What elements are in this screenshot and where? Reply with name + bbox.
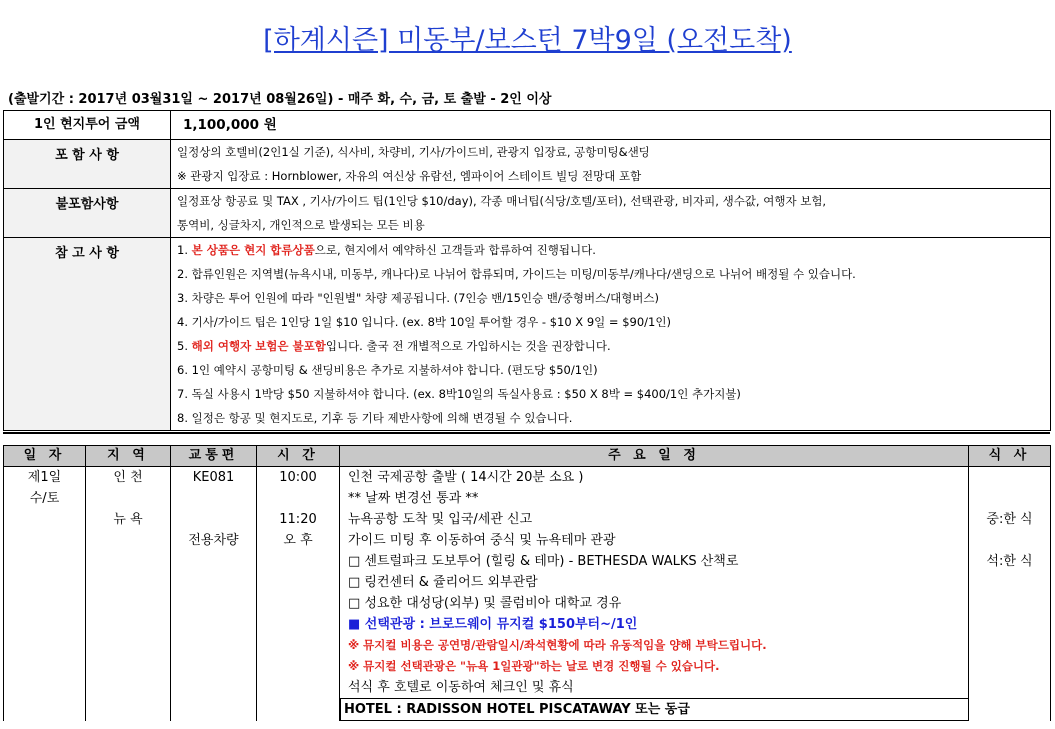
itinerary-item: □ 링컨센터 & 쥴리어드 외부관람 bbox=[348, 575, 538, 590]
header-time: 시 간 bbox=[257, 446, 340, 467]
included-label: 포 함 사 항 bbox=[4, 140, 171, 189]
notes-label: 참 고 사 항 bbox=[4, 238, 171, 431]
note-5: 5. 해외 여행자 보험은 불포함입니다. 출국 전 개별적으로 가입하시는 것을 권장합니다. bbox=[177, 339, 611, 353]
excluded-line: 통역비, 싱글차지, 개인적으로 발생되는 모든 비용 bbox=[177, 218, 425, 232]
schedule-table bbox=[3, 445, 1051, 721]
day-1-row bbox=[4, 467, 1051, 722]
meal-dinner: 석:한 식 bbox=[986, 554, 1033, 569]
itinerary-item: 석식 후 호텔로 이동하여 체크인 및 휴식 bbox=[348, 680, 574, 695]
tour-info-table bbox=[3, 110, 1051, 431]
note-1: 1. 본 상품은 현지 합류상품으로, 현지에서 예약하신 고객들과 합류하여 진행됩니다. bbox=[177, 243, 596, 257]
header-meal: 식 사 bbox=[969, 446, 1051, 467]
transport-cell: KE081 전용차량 bbox=[171, 467, 257, 722]
page-title: [하계시즌] 미동부/보스턴 7박9일 (오전도착) bbox=[263, 25, 792, 56]
meal-cell bbox=[969, 467, 1051, 722]
time-cell: 10:00 11:20 오 후 bbox=[257, 467, 340, 722]
note-6: 6. 1인 예약시 공항미팅 & 샌딩비용은 추가로 지불하셔야 합니다. (편도당 $50/1인) bbox=[177, 363, 598, 377]
itinerary-item: □ 성요한 대성당(외부) 및 콜럼비아 대학교 경유 bbox=[348, 596, 622, 611]
price-value: 1,100,000 원 bbox=[171, 111, 1051, 140]
itinerary-notice: ※ 뮤지컬 선택관광은 "뉴욕 1일관광"하는 날로 변경 진행될 수 있습니다. bbox=[348, 659, 720, 673]
included-content bbox=[171, 140, 1051, 189]
schedule-header-row bbox=[4, 446, 1051, 467]
meal-lunch: 중:한 식 bbox=[986, 512, 1033, 527]
itinerary-item: □ 센트럴파크 도보투어 (힐링 & 테마) - BETHESDA WALKS 산책로 bbox=[348, 554, 739, 569]
excluded-line: 일정표상 항공료 및 TAX , 기사/가이드 팁(1인당 $10/day), 각종 매너팁(식당/호텔/포터), 선택관광, 비자피, 생수값, 여행자 보험, bbox=[177, 194, 827, 208]
itinerary-item: 뉴욕공항 도착 및 입국/세관 신고 bbox=[348, 512, 533, 527]
note-8: 8. 일정은 항공 및 현지도로, 기후 등 기타 제반사항에 의해 변경될 수 있습니다. bbox=[177, 411, 573, 425]
note-7: 7. 독실 사용시 1박당 $50 지불하셔야 합니다. (ex. 8박10일의 독실사용료 : $50 X 8박 = $400/1인 추가지불) bbox=[177, 387, 741, 401]
itinerary-item: ** 날짜 변경선 통과 ** bbox=[348, 491, 479, 506]
optional-tour-item: ■ 선택관광 : 브로드웨이 뮤지컬 $150부터~/1인 bbox=[348, 617, 638, 632]
itinerary-cell bbox=[340, 467, 969, 722]
excluded-content bbox=[171, 189, 1051, 238]
notes-row bbox=[4, 238, 1051, 431]
notes-content bbox=[171, 238, 1051, 431]
included-row bbox=[4, 140, 1051, 189]
header-transport: 교통편 bbox=[171, 446, 257, 467]
itinerary-item: 인천 국제공항 출발 ( 14시간 20분 소요 ) bbox=[348, 470, 584, 485]
itinerary-item: 가이드 미팅 후 이동하여 중식 및 뉴욕테마 관광 bbox=[348, 533, 616, 548]
price-row bbox=[4, 111, 1051, 140]
region-cell: 인 천 뉴 욕 bbox=[86, 467, 171, 722]
header-day: 일 자 bbox=[4, 446, 86, 467]
section-divider bbox=[3, 432, 1050, 434]
day-cell: 제1일 수/토 bbox=[4, 467, 86, 722]
note-2: 2. 합류인원은 지역별(뉴욕시내, 미동부, 캐나다)로 나뉘어 합류되며, 가이드는 미팅/미동부/캐나다/샌딩으로 나뉘어 배정될 수 있습니다. bbox=[177, 267, 856, 281]
excluded-row bbox=[4, 189, 1051, 238]
excluded-label: 불포함사항 bbox=[4, 189, 171, 238]
price-label: 1인 현지투어 금액 bbox=[4, 111, 171, 140]
note-3: 3. 차량은 투어 인원에 따라 "인원별" 차량 제공됩니다. (7인승 밴/15인승 밴/중형버스/대형버스) bbox=[177, 291, 660, 305]
header-itinerary: 주 요 일 정 bbox=[340, 446, 969, 467]
header-region: 지 역 bbox=[86, 446, 171, 467]
hotel-info: HOTEL : RADISSON HOTEL PISCATAWAY 또는 동급 bbox=[340, 698, 969, 721]
included-line: 일정상의 호텔비(2인1실 기준), 식사비, 차량비, 기사/가이드비, 관광지 입장료, 공항미팅&샌딩 bbox=[177, 145, 650, 159]
note-4: 4. 기사/가이드 팁은 1인당 1일 $10 입니다. (ex. 8박 10일 투어할 경우 - $10 X 9일 = $90/1인) bbox=[177, 315, 671, 329]
departure-period: (출발기간 : 2017년 03월31일 ~ 2017년 08월26일) - 매주 화, 수, 금, 토 출발 - 2인 이상 bbox=[8, 92, 552, 107]
included-line: ※ 관광지 입장료 : Hornblower, 자유의 여신상 유람선, 엠파이어 스테이트 빌딩 전망대 포함 bbox=[177, 169, 642, 183]
itinerary-notice: ※ 뮤지컬 비용은 공연명/관람일시/좌석현황에 따라 유동적임을 양해 부탁드립니다. bbox=[348, 638, 767, 652]
